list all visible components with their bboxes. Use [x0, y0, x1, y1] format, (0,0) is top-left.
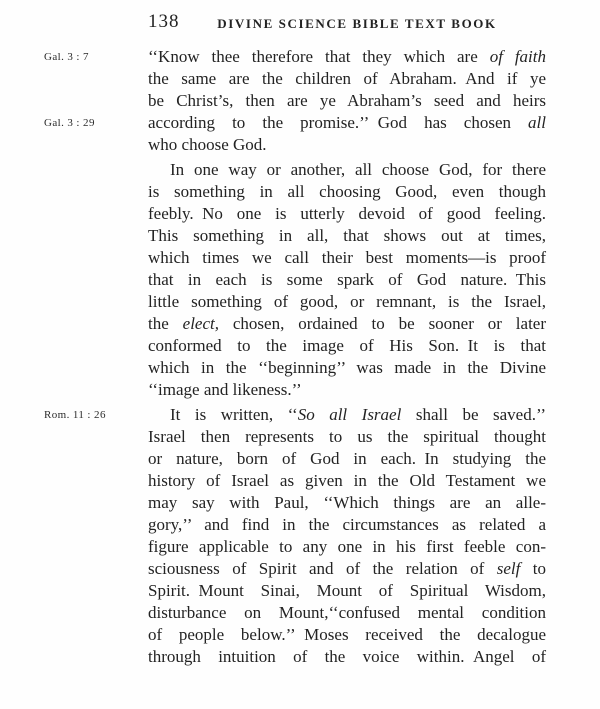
text-segment: ‘‘image and likeness.’’ [148, 380, 302, 399]
text-segment: of faith [489, 47, 546, 66]
text-line [148, 426, 546, 448]
text-line [148, 112, 546, 134]
text-segment: according to the promise.’’ God has chosen [148, 113, 529, 132]
text-segment: be Christ’s, then are ye Abraham’s seed and heirs [148, 91, 546, 110]
text-line-row [0, 646, 546, 668]
text-line-row [0, 470, 546, 492]
text-line [148, 203, 546, 225]
text-line [148, 134, 546, 156]
text-line-row [0, 357, 546, 379]
text-line [148, 492, 546, 514]
text-segment: chosen, ordained to be sooner or later [219, 314, 546, 333]
text-line [148, 580, 546, 602]
text-line-row [0, 46, 546, 68]
text-line-row [0, 624, 546, 646]
text-line [148, 159, 546, 181]
text-segment: self [496, 559, 521, 578]
text-line-row [0, 90, 546, 112]
margin-reference: Rom. 11 : 26 [44, 409, 106, 421]
text-line-row [0, 159, 546, 181]
text-segment: to [520, 559, 546, 578]
text-line [148, 247, 546, 269]
text-segment: In one way or another, all choose God, for there [170, 160, 546, 179]
text-line [148, 90, 546, 112]
text-line [148, 46, 546, 68]
text-line [148, 602, 546, 624]
text-line [148, 181, 546, 203]
text-segment: figure applicable to any one in his first feeble con- [148, 537, 546, 556]
text-segment: Spirit. Mount Sinai, Mount of Spiritual Wisdom, [148, 581, 546, 600]
text-line [148, 448, 546, 470]
text-line-row [0, 203, 546, 225]
text-segment: history of Israel as given in the Old Testament we [148, 471, 546, 490]
paragraph [0, 404, 600, 668]
text-line-row [0, 580, 546, 602]
text-segment: So all Israel [297, 405, 402, 424]
text-line [148, 379, 546, 401]
text-line [148, 335, 546, 357]
text-segment: is something in all choosing Good, even though [148, 182, 546, 201]
text-line-row [0, 558, 546, 580]
text-line-row [0, 181, 546, 203]
text-line-row [0, 602, 546, 624]
text-line [148, 558, 546, 580]
text-line [148, 624, 546, 646]
text-line-row [0, 514, 546, 536]
text-line-row [0, 68, 546, 90]
text-segment: all [528, 113, 546, 132]
text-line-row [0, 426, 546, 448]
text-line-row [0, 379, 546, 401]
text-segment: through intuition of the voice within. Angel of [148, 647, 546, 666]
text-line-row [0, 335, 546, 357]
text-segment: shall be saved.’’ [401, 405, 547, 424]
margin-reference: Gal. 3 : 29 [44, 117, 95, 129]
text-segment: gory,’’ and find in the circumstances as related a [148, 515, 546, 534]
text-line-row [0, 404, 546, 426]
text-segment: of people below.’’ Moses received the decalogue [148, 625, 546, 644]
text-segment: the same are the children of Abraham. And if ye [148, 69, 546, 88]
text-segment: sciousness of Spirit and of the relation of [148, 559, 497, 578]
text-segment: who choose God. [148, 135, 267, 154]
text-segment: It is written, ‘‘ [170, 405, 298, 424]
text-line-row [0, 291, 546, 313]
text-line [148, 404, 546, 426]
text-segment: little something of good, or remnant, is the Israel, [148, 292, 546, 311]
text-line-row [0, 313, 546, 335]
text-line-row [0, 269, 546, 291]
text-segment: or nature, born of God in each. In studying the [148, 449, 546, 468]
text-segment: the [148, 314, 183, 333]
text-line [148, 291, 546, 313]
text-line-row [0, 448, 546, 470]
text-line [148, 313, 546, 335]
text-line-row [0, 247, 546, 269]
text-line [148, 646, 546, 668]
text-line [148, 470, 546, 492]
text-line [148, 514, 546, 536]
text-segment: which times we call their best moments—is proof [148, 248, 546, 267]
text-segment: may say with Paul, ‘‘Which things are an alle- [148, 493, 546, 512]
paragraph [0, 159, 600, 401]
text-segment: This something in all, that shows out at times, [148, 226, 546, 245]
page-body [0, 46, 600, 668]
page-number: 138 [148, 11, 180, 32]
text-segment: conformed to the image of His Son. It is that [148, 336, 546, 355]
text-line-row [0, 492, 546, 514]
text-segment: that in each is some spark of God nature. This [148, 270, 546, 289]
text-segment: feebly. No one is utterly devoid of good feeling. [148, 204, 546, 223]
running-title: DIVINE SCIENCE BIBLE TEXT BOOK [217, 16, 497, 31]
text-line [148, 225, 546, 247]
text-line [148, 68, 546, 90]
text-segment: Israel then represents to us the spiritual thought [148, 427, 546, 446]
text-line [148, 357, 546, 379]
paragraph [0, 46, 600, 156]
text-line [148, 269, 546, 291]
text-segment: elect, [182, 314, 219, 333]
text-segment: disturbance on Mount,‘‘confused mental condition [148, 603, 546, 622]
text-line-row [0, 112, 546, 134]
text-line-row [0, 225, 546, 247]
page-header [0, 0, 600, 40]
text-segment: ‘‘Know thee therefore that they which are [148, 47, 490, 66]
text-segment: which in the ‘‘beginning’’ was made in the Divine [148, 358, 546, 377]
text-line-row [0, 536, 546, 558]
margin-reference: Gal. 3 : 7 [44, 51, 89, 63]
text-line-row [0, 134, 546, 156]
text-line [148, 536, 546, 558]
